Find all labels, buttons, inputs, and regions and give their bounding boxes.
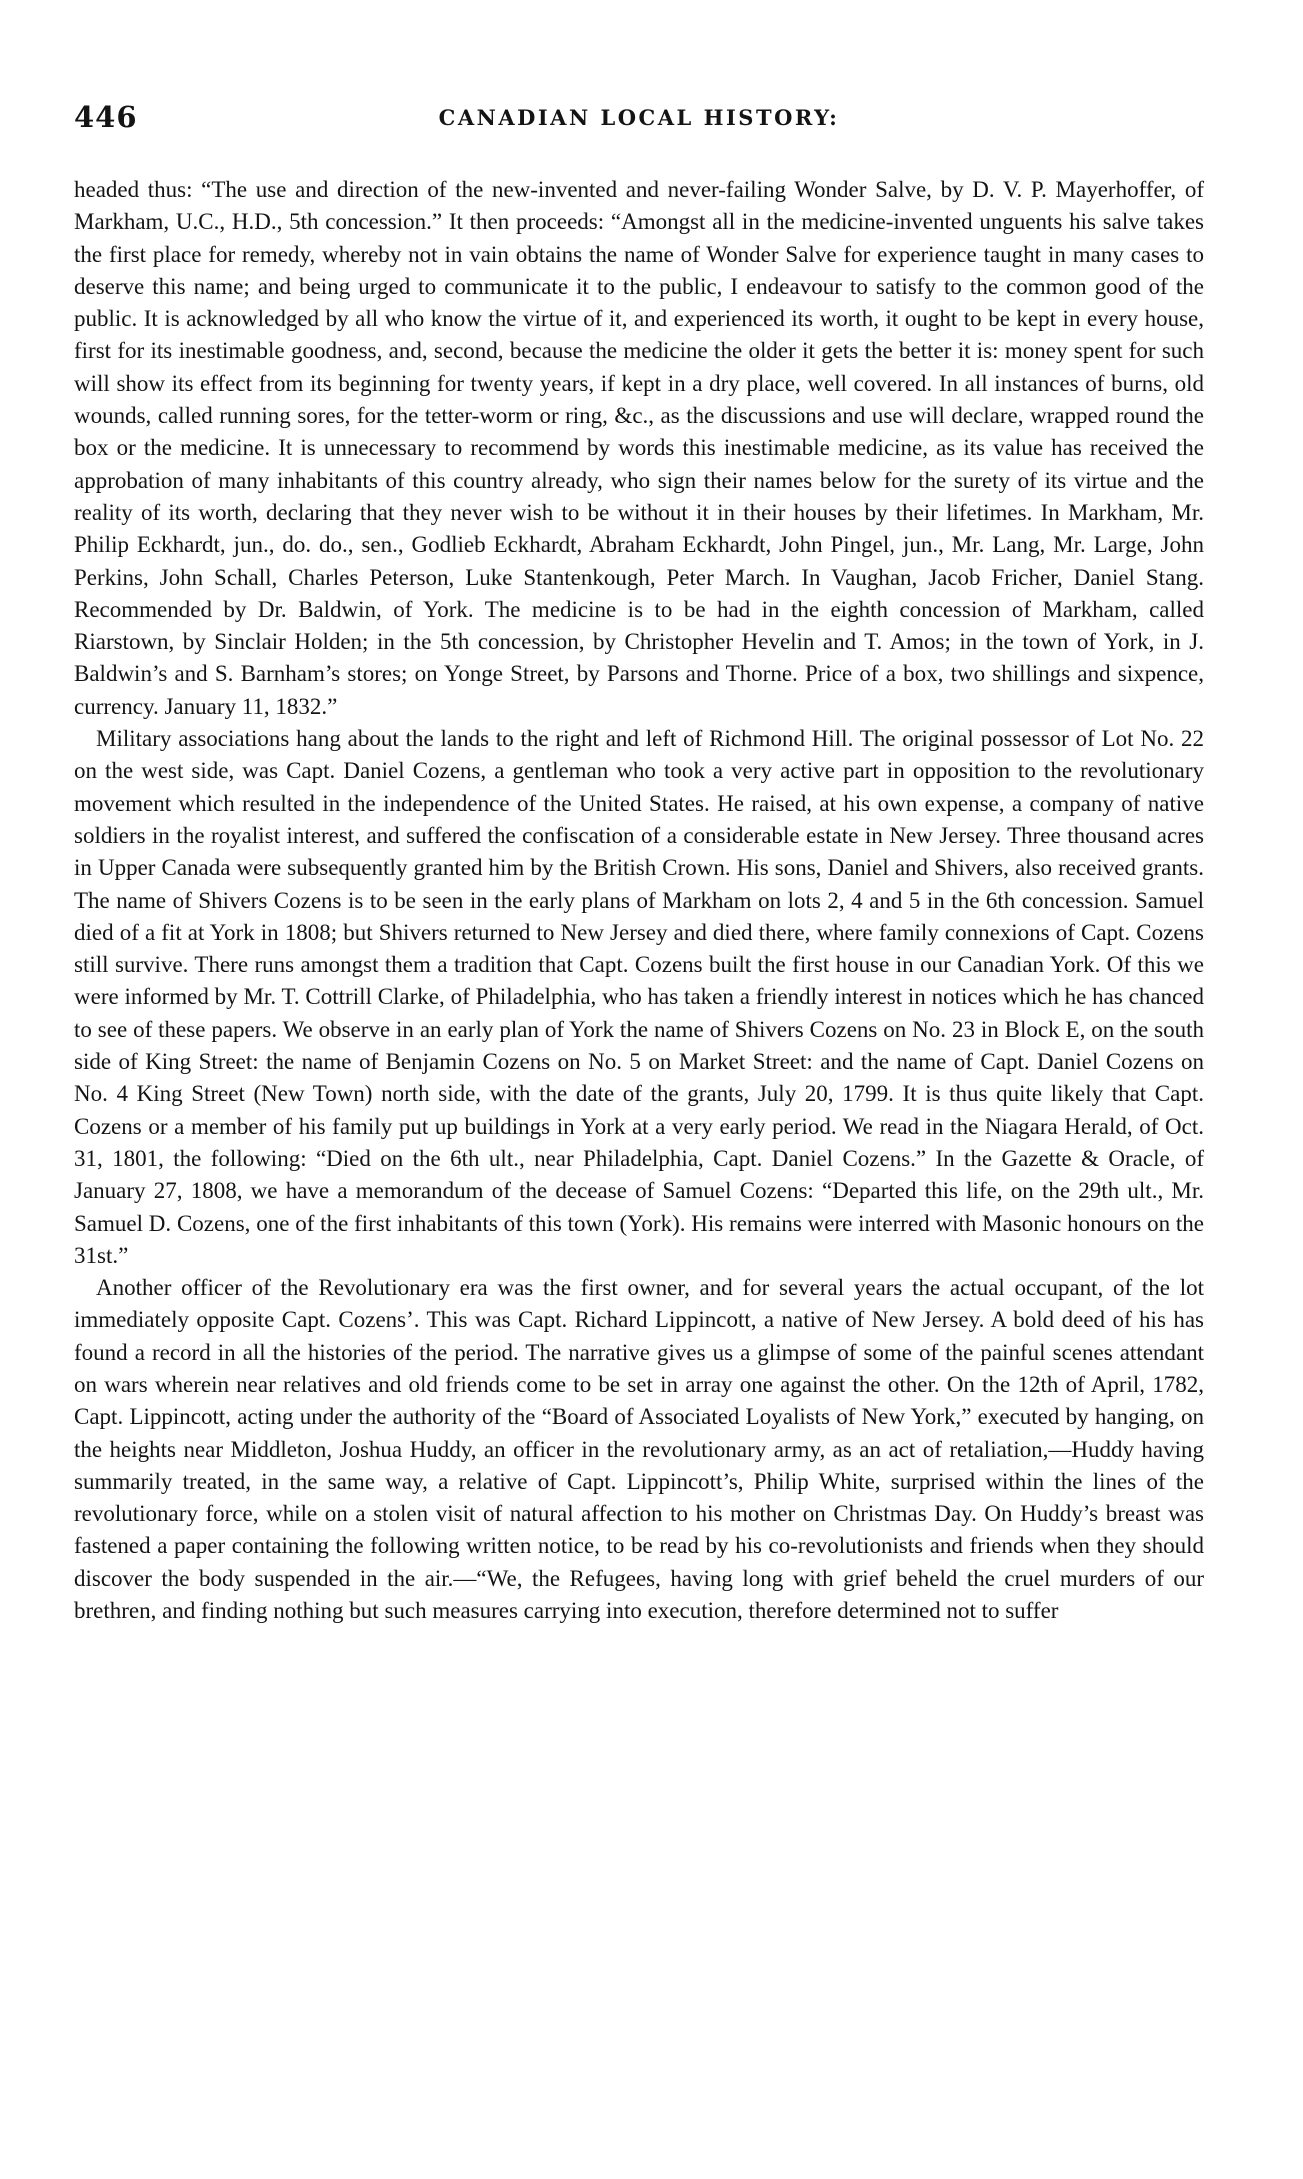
body-text <box>74 174 1204 1627</box>
paragraph-capt-richard-lippincott: Another officer of the Revolutionary era was the first owner, and for several years the actual occupant, of the lot immediately opposite Capt. Cozens’. This was Capt. Richard Lippincott, a native of New Jersey. A bold deed of his has found a record in all the histories of the period. The narrative gives us a glimpse of some of the painful scenes attendant on wars wherein near relatives and old friends come to be set in array one against the other. On the 12th of April, 1782, Capt. Lippincott, acting under the authority of the “Board of Associated Loyalists of New York,” executed by hanging, on the heights near Middleton, Joshua Huddy, an officer in the revolutionary army, as an act of retaliation,—Huddy having summarily treated, in the same way, a relative of Capt. Lippincott’s, Philip White, surprised within the lines of the revolutionary force, while on a stolen visit of natural affection to his mother on Christmas Day. On Huddy’s breast was fastened a paper containing the following written notice, to be read by his co-revolutionists and friends when they should discover the body suspended in the air.—“We, the Refugees, having long with grief beheld the cruel murders of our brethren, and finding nothing but such measures carrying into execution, therefore determined not to suffer <box>74 1275 1204 1624</box>
page-number: 446 <box>74 100 138 134</box>
book-page <box>74 100 1204 1627</box>
paragraph-wonder-salve-advertisement: headed thus: “The use and direction of the new-invented and never-failing Wonder Salve, by D. V. P. Mayerhoffer, of Markham, U.C., H.D., 5th concession.” It then proceeds: “Amongst all in the medicine-invented unguents his salve takes the first place for remedy, whereby not in vain obtains the name of Wonder Salve for experience taught in many cases to deserve this name; and being urged to communicate it to the public, I endeavour to satisfy to the common good of the public. It is acknowledged by all who know the virtue of it, and experienced its worth, it ought to be kept in every house, first for its inestimable goodness, and, second, because the medicine the older it gets the better it is: money spent for such will show its effect from its beginning for twenty years, if kept in a dry place, well covered. In all instances of burns, old wounds, called running sores, for the tetter-worm or ring, &c., as the discussions and use will declare, wrapped round the box or the medicine. It is unnecessary to recommend by words this inestimable medicine, as its value has received the approbation of many inhabitants of this country already, who sign their names below for the surety of its virtue and the reality of its worth, declaring that they never wish to be without it in their houses by their lifetimes. In Markham, Mr. Philip Eckhardt, jun., do. do., sen., Godlieb Eckhardt, Abraham Eckhardt, John Pingel, jun., Mr. Lang, Mr. Large, John Perkins, John Schall, Charles Peterson, Luke Stantenkough, Peter March. In Vaughan, Jacob Fricher, Daniel Stang. Recommended by Dr. Baldwin, of York. The medicine is to be had in the eighth concession of Markham, called Riarstown, by Sinclair Holden; in the 5th concession, by Christopher Hevelin and T. Amos; in the town of York, in J. Baldwin’s and S. Barnham’s stores; on Yonge Street, by Parsons and Thorne. Price of a box, two shillings and sixpence, currency. January 11, 1832.” <box>74 177 1204 719</box>
running-head <box>74 100 1204 140</box>
running-title: CANADIAN LOCAL HISTORY: <box>438 105 840 130</box>
paragraph-capt-daniel-cozens: Military associations hang about the lands to the right and left of Richmond Hill. The original possessor of Lot No. 22 on the west side, was Capt. Daniel Cozens, a gentleman who took a very active part in opposition to the revolutionary movement which resulted in the independence of the United States. He raised, at his own expense, a company of native soldiers in the royalist interest, and suffered the confiscation of a considerable estate in New Jersey. Three thousand acres in Upper Canada were subsequently granted him by the British Crown. His sons, Daniel and Shivers, also received grants. The name of Shivers Cozens is to be seen in the early plans of Markham on lots 2, 4 and 5 in the 6th concession. Samuel died of a fit at York in 1808; but Shivers returned to New Jersey and died there, where family connexions of Capt. Cozens still survive. There runs amongst them a tradition that Capt. Cozens built the first house in our Canadian York. Of this we were informed by Mr. T. Cottrill Clarke, of Philadelphia, who has taken a friendly interest in notices which he has chanced to see of these papers. We observe in an early plan of York the name of Shivers Cozens on No. 23 in Block E, on the south side of King Street: the name of Benjamin Cozens on No. 5 on Market Street: and the name of Capt. Daniel Cozens on No. 4 King Street (New Town) north side, with the date of the grants, July 20, 1799. It is thus quite likely that Capt. Cozens or a member of his family put up buildings in York at a very early period. We read in the Niagara Herald, of Oct. 31, 1801, the following: “Died on the 6th ult., near Philadelphia, Capt. Daniel Cozens.” In the Gazette & Oracle, of January 27, 1808, we have a memorandum of the decease of Samuel Cozens: “Departed this life, on the 29th ult., Mr. Samuel D. Cozens, one of the first inhabitants of this town (York). His remains were interred with Masonic honours on the 31st.” <box>74 726 1204 1268</box>
